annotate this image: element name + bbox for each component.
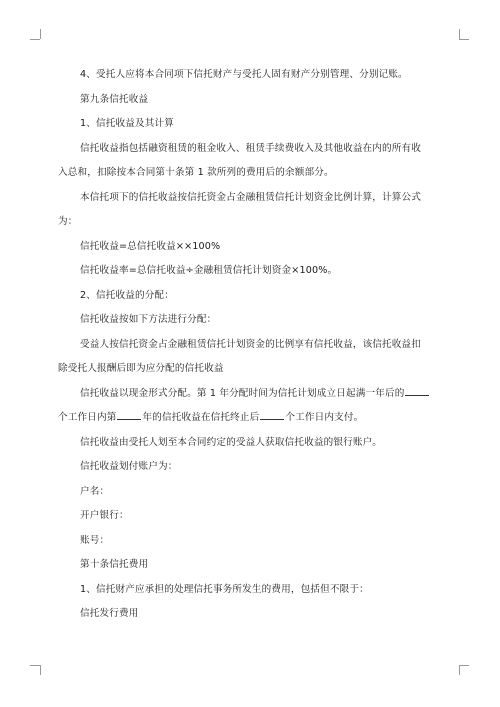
account-name-label: 户名： bbox=[80, 485, 110, 497]
paragraph-line bbox=[58, 406, 450, 431]
section-heading-1: 1、信托收益及其计算 bbox=[80, 118, 174, 129]
text-segment: 个工作日内支付。 bbox=[285, 412, 364, 423]
paragraph-line: 信托收益划付账户为： bbox=[80, 461, 178, 472]
paragraph-line: 本信托项下的信托收益按信托资金占金融租赁信托计划资金比例计算，计算公式 bbox=[80, 191, 422, 203]
paragraph-line: 信托收益由受托人划至本合同约定的受益人获取信托收益的银行账户。 bbox=[80, 436, 383, 448]
article-heading-10: 第十条信托费用 bbox=[80, 559, 149, 570]
formula-line: 信托收益率=总信托收益÷金融租赁信托计划资金×100%。 bbox=[80, 265, 338, 276]
text-segment: 信托收益以现金形式分配。第 1 年分配时间为信托计划成立日起满一年后的 bbox=[80, 387, 405, 399]
account-number-label: 账号： bbox=[80, 534, 110, 546]
paragraph-line: 信托收益指包括融资租赁的租金收入、租赁手续费收入及其他收益在内的所有收 bbox=[80, 142, 422, 154]
section-heading-1: 1、信托财产应承担的处理信托事务所发生的费用，包括但不限于： bbox=[80, 583, 369, 595]
fill-blank bbox=[117, 410, 141, 420]
text-segment: 年的信托收益在信托终止后 bbox=[142, 412, 260, 423]
paragraph-line: 为： bbox=[58, 216, 78, 227]
fill-blank bbox=[260, 410, 284, 420]
paragraph-line bbox=[58, 382, 450, 407]
bank-label: 开户银行： bbox=[80, 510, 129, 521]
article-heading-9: 第九条信托收益 bbox=[80, 93, 149, 105]
paragraph-line: 除受托人报酬后即为应分配的信托收益 bbox=[58, 363, 224, 374]
section-heading-2: 2、信托收益的分配： bbox=[80, 289, 174, 301]
text-segment: 个工作日内第 bbox=[58, 412, 117, 423]
formula-line: 信托收益=总信托收益××100% bbox=[80, 240, 221, 252]
paragraph-line: 信托收益按如下方法进行分配： bbox=[80, 314, 217, 325]
paragraph-line: 入总和，扣除按本合同第十条第 1 款所列的费用后的余额部分。 bbox=[58, 167, 334, 178]
paragraph-line: 受益人按信托资金占金融租赁信托计划资金的比例享有信托收益，该信托收益扣 bbox=[80, 338, 422, 350]
fill-blank bbox=[405, 386, 429, 396]
document-body bbox=[58, 63, 450, 627]
paragraph-line: 信托发行费用 bbox=[80, 608, 139, 619]
paragraph-item-4: 4、受托人应将本合同项下信托财产与受托人固有财产分别管理、分别记账。 bbox=[80, 69, 408, 80]
